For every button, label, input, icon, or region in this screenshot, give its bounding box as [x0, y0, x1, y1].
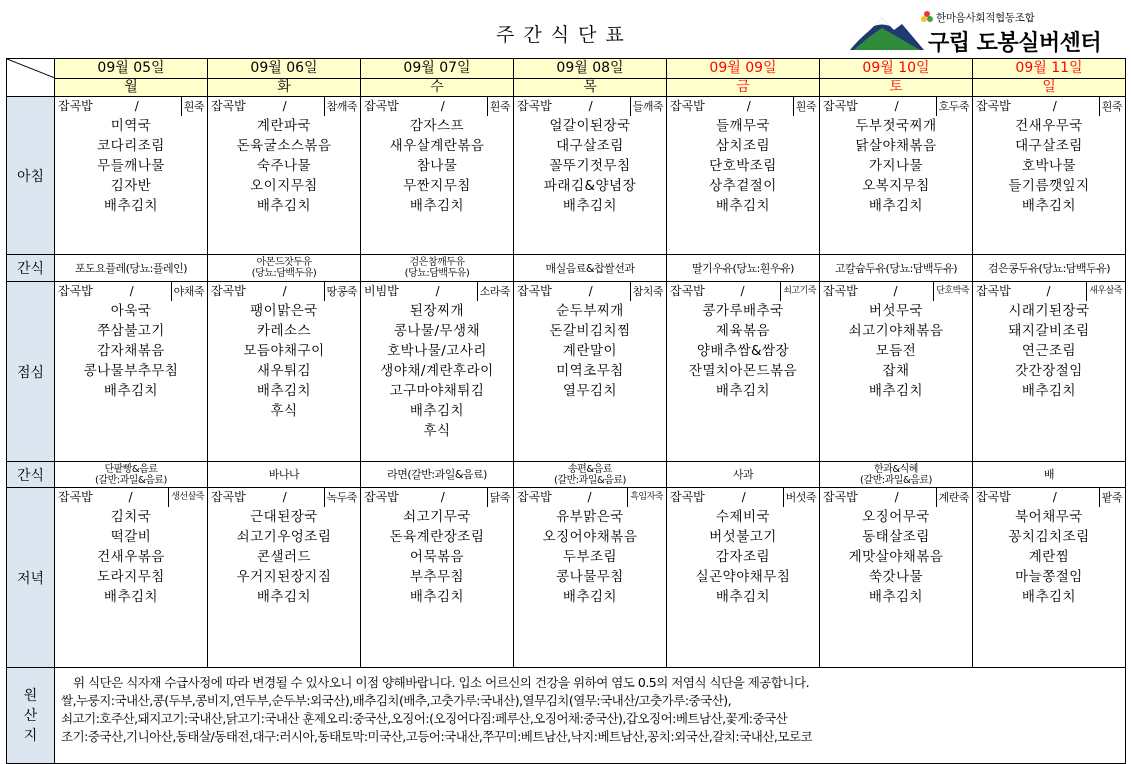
weekday-thu: 목	[514, 79, 667, 97]
rice-item: 잡곡밥	[976, 284, 1011, 298]
dish-item: 북어채무국	[1015, 509, 1083, 525]
origin-label	[7, 668, 55, 764]
mountain-logo-icon	[848, 10, 926, 54]
dish-item: 삼치조림	[715, 138, 771, 154]
coop-name: 한마음사회적협동조합	[936, 12, 1035, 24]
dish-item: 게맛살야채볶음	[848, 549, 944, 565]
dish-item: 쇠고기우엉조림	[236, 529, 332, 545]
porridge-item: 땅콩죽	[324, 282, 359, 301]
rice-porridge-line	[973, 282, 1125, 301]
breakfast-cell-fri	[667, 97, 820, 255]
dish-item: 감자채볶음	[97, 343, 165, 359]
afternoon-snack-cell-sat	[820, 462, 973, 488]
page-title: 주간식단표	[496, 24, 633, 46]
dish-item: 돈갈비김치찜	[549, 323, 631, 339]
dish-item: 근대된장국	[250, 509, 318, 525]
lunch-cell-fri	[667, 282, 820, 462]
dish-item: 실곤약야채무침	[695, 569, 791, 585]
rice-item: 잡곡밥	[211, 490, 246, 504]
separator: /	[440, 490, 445, 504]
separator: /	[282, 490, 287, 504]
dinner-cell-tue	[208, 488, 361, 668]
notice-line: 위 식단은 식자재 수급사정에 따라 변경될 수 있사오니 이점 양해바랍니다. 입소 어르신의 건강을 위하여 염도 0.5의 저염식 식단을 제공합니다.	[73, 675, 810, 690]
center-logo	[848, 8, 1128, 56]
porridge-item: 새우살죽	[1086, 282, 1124, 301]
separator: /	[740, 284, 745, 298]
dish-item: 코다리조림	[97, 138, 165, 154]
rice-porridge-line	[514, 488, 666, 507]
dish-item: 대구살조림	[1015, 138, 1083, 154]
origin-notes	[55, 668, 1126, 764]
dish-item: 배추김치	[1021, 198, 1077, 214]
porridge-item: 닭죽	[487, 488, 512, 507]
dish-item: 어묵볶음	[409, 549, 465, 565]
afternoon-snack-cell-mon	[55, 462, 208, 488]
rice-item: 잡곡밥	[364, 490, 399, 504]
dish-item: 콩가루배추국	[702, 303, 784, 319]
porridge-item: 흰죽	[181, 97, 206, 116]
morning-snack-cell-fri	[667, 255, 820, 282]
dish-item: 시래기된장국	[1008, 303, 1090, 319]
dish-item: 제육볶음	[715, 323, 771, 339]
dish-item: 배추김치	[562, 589, 618, 605]
dish-item: 콘샐러드	[256, 549, 312, 565]
separator: /	[1046, 284, 1051, 298]
porridge-item: 야채죽	[171, 282, 206, 301]
rice-item: 비빔밥	[364, 284, 399, 298]
dish-item: 배추김치	[103, 198, 159, 214]
dish-item: 배추김치	[868, 383, 924, 399]
dish-item: 돼지갈비조림	[1008, 323, 1090, 339]
dish-item: 쑥갓나물	[868, 569, 924, 585]
rice-porridge-line	[361, 282, 513, 301]
dish-item: 쭈삼불고기	[97, 323, 165, 339]
date-mon: 09월 05일	[55, 59, 208, 79]
snack-text: 한과&식혜	[874, 463, 918, 475]
dinner-cell-sun	[973, 488, 1126, 668]
porridge-item: 쇠고기죽	[780, 282, 818, 301]
snack-text: 송편&음료	[568, 463, 612, 475]
porridge-item: 흰죽	[793, 97, 818, 116]
date-sat: 09월 10일	[820, 59, 973, 79]
rice-item: 잡곡밥	[211, 99, 246, 113]
dish-item: 배추김치	[715, 589, 771, 605]
dish-item: 버섯불고기	[709, 529, 777, 545]
lunch-cell-thu	[514, 282, 667, 462]
rice-item: 잡곡밥	[823, 284, 858, 298]
breakfast-label: 아침	[7, 97, 55, 255]
dish-item: 오복지무침	[862, 178, 930, 194]
dish-item: 모듬야채구이	[243, 343, 325, 359]
afternoon-snack-row	[7, 462, 1126, 488]
lunch-cell-sun	[973, 282, 1126, 462]
weekday-sat: 토	[820, 79, 973, 97]
rice-porridge-line	[361, 488, 513, 507]
rice-item: 잡곡밥	[976, 99, 1011, 113]
afternoon-snack-cell-tue	[208, 462, 361, 488]
porridge-item: 흑임자죽	[627, 488, 665, 507]
porridge-item: 참치죽	[630, 282, 665, 301]
rice-item: 잡곡밥	[517, 490, 552, 504]
dish-item: 쇠고기야채볶음	[848, 323, 944, 339]
date-tue: 09월 06일	[208, 59, 361, 79]
dish-item: 콩나물/무생채	[393, 323, 481, 339]
dish-item: 건새우무국	[1015, 118, 1083, 134]
date-row	[7, 59, 1126, 79]
dish-item: 꼴뚜기젓무침	[549, 158, 631, 174]
snack-text: 바나나	[268, 468, 300, 481]
dish-item: 두부젓국찌개	[855, 118, 937, 134]
dish-item: 배추김치	[409, 198, 465, 214]
separator: /	[435, 284, 440, 298]
rice-porridge-line	[514, 97, 666, 116]
snack-text: 고칼슘두유(당뇨:담백두유)	[834, 261, 958, 275]
separator: /	[893, 284, 898, 298]
dish-item: 대구살조림	[556, 138, 624, 154]
dish-item: 상추겉절이	[709, 178, 777, 194]
dish-item: 숙주나물	[256, 158, 312, 174]
porridge-item: 팥죽	[1099, 488, 1124, 507]
snack-text: (당뇨:담백두유)	[251, 268, 317, 279]
rice-porridge-line	[667, 97, 819, 116]
rice-item: 잡곡밥	[670, 284, 705, 298]
snack-text: 포도요플레(당뇨:플레인)	[74, 261, 188, 275]
breakfast-row	[7, 97, 1126, 255]
porridge-item: 참깨죽	[324, 97, 359, 116]
porridge-item: 녹두죽	[324, 488, 359, 507]
separator: /	[588, 284, 593, 298]
dinner-cell-wed	[361, 488, 514, 668]
rice-item: 잡곡밥	[823, 490, 858, 504]
rice-porridge-line	[55, 488, 207, 507]
porridge-item: 단호박죽	[933, 282, 971, 301]
dish-item: 고구마야채튀김	[389, 383, 485, 399]
center-name: 구립 도봉실버센터	[928, 31, 1102, 56]
breakfast-cell-tue	[208, 97, 361, 255]
dish-item: 꽁치김치조림	[1008, 529, 1090, 545]
separator: /	[588, 99, 593, 113]
snack-text: 사과	[732, 468, 754, 481]
lunch-cell-wed	[361, 282, 514, 462]
origin-row	[7, 668, 1126, 764]
dish-item: 계란찜	[1028, 549, 1070, 565]
rice-porridge-line	[208, 97, 360, 116]
dish-item: 아욱국	[110, 303, 152, 319]
dish-item: 마늘쫑절임	[1015, 569, 1083, 585]
breakfast-cell-sun	[973, 97, 1126, 255]
separator: /	[440, 99, 445, 113]
separator: /	[746, 99, 751, 113]
dish-item: 건새우볶음	[97, 549, 165, 565]
dish-item: 수제비국	[715, 509, 771, 525]
dish-item: 배추김치	[103, 589, 159, 605]
snack-text: (갈반:과일&음료)	[554, 474, 626, 486]
dish-item: 모듬전	[875, 343, 917, 359]
dish-item: 감자스프	[409, 118, 465, 134]
dish-item: 배추김치	[868, 589, 924, 605]
dish-item: 김치국	[110, 509, 152, 525]
dish-item: 열무김치	[562, 383, 618, 399]
separator: /	[1052, 99, 1057, 113]
morning-snack-cell-thu	[514, 255, 667, 282]
separator: /	[1052, 490, 1057, 504]
afternoon-snack-cell-sun	[973, 462, 1126, 488]
origin-line: 쇠고기:호주산,돼지고기:국내산,닭고기:국내산 훈제오리:중국산,오징어:(오징어다짐:페루산,오징어채:중국산),갑오징어:베트남산,꽃게:중국산	[61, 711, 788, 726]
snack-text: 단팥빵&음료	[104, 463, 158, 475]
rice-item: 잡곡밥	[58, 284, 93, 298]
dish-item: 무들깨나물	[97, 158, 165, 174]
dish-item: 후식	[423, 423, 451, 439]
origin-label-text: 원산지	[23, 687, 38, 744]
separator: /	[282, 284, 287, 298]
rice-item: 잡곡밥	[670, 99, 705, 113]
rice-item: 잡곡밥	[976, 490, 1011, 504]
dish-item: 미역초무침	[556, 363, 624, 379]
dish-item: 들깨무국	[715, 118, 771, 134]
rice-porridge-line	[514, 282, 666, 301]
morning-snack-cell-sat	[820, 255, 973, 282]
breakfast-cell-thu	[514, 97, 667, 255]
dish-item: 배추김치	[256, 198, 312, 214]
dish-item: 오징어야채볶음	[542, 529, 638, 545]
separator: /	[587, 490, 592, 504]
dish-item: 가지나물	[868, 158, 924, 174]
dish-item: 닭살야채볶음	[855, 138, 937, 154]
snack-label: 간식	[7, 462, 55, 488]
dish-item: 동태살조림	[862, 529, 930, 545]
dish-item: 새우살계란볶음	[389, 138, 485, 154]
dish-item: 배추김치	[103, 383, 159, 399]
dish-item: 배추김치	[562, 198, 618, 214]
rice-porridge-line	[973, 97, 1125, 116]
porridge-item: 소라죽	[477, 282, 512, 301]
rice-porridge-line	[361, 97, 513, 116]
morning-snack-cell-wed	[361, 255, 514, 282]
snack-text: (갈반:과일&음료)	[860, 474, 932, 486]
dish-item: 배추김치	[1021, 589, 1077, 605]
afternoon-snack-cell-fri	[667, 462, 820, 488]
separator: /	[128, 490, 133, 504]
lunch-cell-tue	[208, 282, 361, 462]
snack-text: (갈반:과일&음료)	[95, 474, 167, 486]
separator: /	[129, 284, 134, 298]
breakfast-cell-sat	[820, 97, 973, 255]
rice-item: 잡곡밥	[517, 284, 552, 298]
dish-item: 배추김치	[715, 383, 771, 399]
dish-item: 쇠고기무국	[403, 509, 471, 525]
separator: /	[134, 99, 139, 113]
dish-item: 두부조림	[562, 549, 618, 565]
weekday-mon: 월	[55, 79, 208, 97]
separator: /	[282, 99, 287, 113]
porridge-item: 호두죽	[936, 97, 971, 116]
rice-porridge-line	[667, 282, 819, 301]
dish-item: 계란파국	[256, 118, 312, 134]
rice-item: 잡곡밥	[211, 284, 246, 298]
morning-snack-row	[7, 255, 1126, 282]
dish-item: 배추김치	[868, 198, 924, 214]
dish-item: 우거지된장지짐	[236, 569, 332, 585]
weekday-tue: 화	[208, 79, 361, 97]
separator: /	[894, 490, 899, 504]
dish-item: 떡갈비	[110, 529, 152, 545]
morning-snack-cell-mon	[55, 255, 208, 282]
porridge-item: 버섯죽	[783, 488, 818, 507]
dish-item: 된장찌개	[409, 303, 465, 319]
rice-porridge-line	[208, 282, 360, 301]
dish-item: 배추김치	[256, 589, 312, 605]
dish-item: 생야채/계란후라이	[380, 363, 494, 379]
breakfast-cell-wed	[361, 97, 514, 255]
porridge-item: 생선살죽	[168, 488, 206, 507]
snack-text: 검은참깨두유	[409, 257, 465, 268]
dish-item: 유부맑은국	[556, 509, 624, 525]
rice-porridge-line	[973, 488, 1125, 507]
dish-item: 콩나물무침	[556, 569, 624, 585]
rice-item: 잡곡밥	[58, 99, 93, 113]
rice-item: 잡곡밥	[364, 99, 399, 113]
dish-item: 콩나물부추무침	[83, 363, 179, 379]
snack-text: (당뇨:담백두유)	[404, 268, 470, 279]
dish-item: 오징어무국	[862, 509, 930, 525]
date-wed: 09월 07일	[361, 59, 514, 79]
weekday-row	[7, 79, 1126, 97]
dish-item: 들기름깻잎지	[1008, 178, 1090, 194]
breakfast-cell-mon	[55, 97, 208, 255]
title-bar	[0, 0, 1131, 58]
dish-item: 얼갈이된장국	[549, 118, 631, 134]
snack-text: 검은콩두유(당뇨:담백두유)	[987, 261, 1111, 275]
dinner-label: 저녁	[7, 488, 55, 668]
dish-item: 갓간장절임	[1015, 363, 1083, 379]
dish-item: 부추무침	[409, 569, 465, 585]
dish-item: 호박나물	[1021, 158, 1077, 174]
porridge-item: 들깨죽	[630, 97, 665, 116]
snack-text: 아몬드잣두유	[256, 257, 312, 268]
rice-item: 잡곡밥	[670, 490, 705, 504]
dish-item: 순두부찌개	[556, 303, 624, 319]
dish-item: 배추김치	[715, 198, 771, 214]
afternoon-snack-cell-thu	[514, 462, 667, 488]
dish-item: 오이지무침	[250, 178, 318, 194]
dish-item: 돈육계란장조림	[389, 529, 485, 545]
date-sun: 09월 11일	[973, 59, 1126, 79]
weekday-wed: 수	[361, 79, 514, 97]
snack-text: 딸기우유(당뇨:흰우유)	[692, 261, 794, 275]
dish-item: 배추김치	[1021, 383, 1077, 399]
rice-porridge-line	[820, 97, 972, 116]
dish-item: 무짠지무침	[403, 178, 471, 194]
porridge-item: 흰죽	[487, 97, 512, 116]
rice-porridge-line	[55, 97, 207, 116]
porridge-item: 흰죽	[1099, 97, 1124, 116]
separator: /	[741, 490, 746, 504]
dish-item: 연근조림	[1021, 343, 1077, 359]
date-thu: 09월 08일	[514, 59, 667, 79]
porridge-item: 계란죽	[936, 488, 971, 507]
corner-cell	[7, 59, 55, 97]
dish-item: 배추김치	[409, 403, 465, 419]
origin-line: 조기:중국산,기니아산,동태살/동태전,대구:러시아,동태토막:미국산,고등어:국내산,쭈꾸미:베트남산,낙지:베트남산,꽁치:외국산,갈치:국내산,모로코	[61, 729, 813, 744]
date-fri: 09월 09일	[667, 59, 820, 79]
rice-porridge-line	[820, 282, 972, 301]
dish-item: 버섯무국	[868, 303, 924, 319]
rice-item: 잡곡밥	[517, 99, 552, 113]
snack-label: 간식	[7, 255, 55, 282]
dish-item: 참나물	[416, 158, 458, 174]
weekday-fri: 금	[667, 79, 820, 97]
dish-item: 배추김치	[256, 383, 312, 399]
dish-item: 김자반	[110, 178, 152, 194]
lunch-label: 점심	[7, 282, 55, 462]
rice-porridge-line	[208, 488, 360, 507]
morning-snack-cell-tue	[208, 255, 361, 282]
lunch-cell-mon	[55, 282, 208, 462]
dinner-cell-fri	[667, 488, 820, 668]
snack-text: 라면(갈반:과일&음료)	[387, 468, 487, 481]
dish-item: 양배추쌈&쌈장	[696, 343, 790, 359]
afternoon-snack-cell-wed	[361, 462, 514, 488]
dish-item: 감자조림	[715, 549, 771, 565]
lunch-row	[7, 282, 1126, 462]
rice-porridge-line	[820, 488, 972, 507]
rice-porridge-line	[667, 488, 819, 507]
morning-snack-cell-sun	[973, 255, 1126, 282]
dish-item: 호박나물/고사리	[387, 343, 487, 359]
dinner-cell-mon	[55, 488, 208, 668]
rice-porridge-line	[55, 282, 207, 301]
dish-item: 새우튀김	[256, 363, 312, 379]
dish-item: 배추김치	[409, 589, 465, 605]
weekly-menu-table	[6, 58, 1126, 764]
rice-item: 잡곡밥	[58, 490, 93, 504]
dish-item: 잡채	[882, 363, 910, 379]
dish-item: 돈육굴소스볶음	[236, 138, 332, 154]
dish-item: 카레소스	[256, 323, 312, 339]
dish-item: 미역국	[110, 118, 152, 134]
dish-item: 계란말이	[562, 343, 618, 359]
origin-line: 쌀,누룽지:국내산,콩(두부,콩비지,연두부,순두부:외국산),배추김치(배추,고춧가루:국내산),열무김치(열무:국내산/고춧가루:중국산),	[61, 693, 732, 708]
dinner-row	[7, 488, 1126, 668]
diagonal-line	[7, 59, 55, 97]
separator: /	[894, 99, 899, 113]
rice-item: 잡곡밥	[823, 99, 858, 113]
dish-item: 도라지무침	[97, 569, 165, 585]
dish-item: 단호박조림	[709, 158, 777, 174]
dish-item: 파래김&양념장	[543, 178, 637, 194]
dinner-cell-sat	[820, 488, 973, 668]
dish-item: 잔멸치아몬드볶음	[688, 363, 798, 379]
snack-text: 배	[1043, 468, 1055, 481]
dinner-cell-thu	[514, 488, 667, 668]
weekday-sun: 일	[973, 79, 1126, 97]
dish-item: 후식	[270, 403, 298, 419]
snack-text: 매실음료&찹쌀선과	[545, 261, 635, 275]
dish-item: 팽이맑은국	[250, 303, 318, 319]
coop-flower-icon	[920, 10, 934, 24]
lunch-cell-sat	[820, 282, 973, 462]
